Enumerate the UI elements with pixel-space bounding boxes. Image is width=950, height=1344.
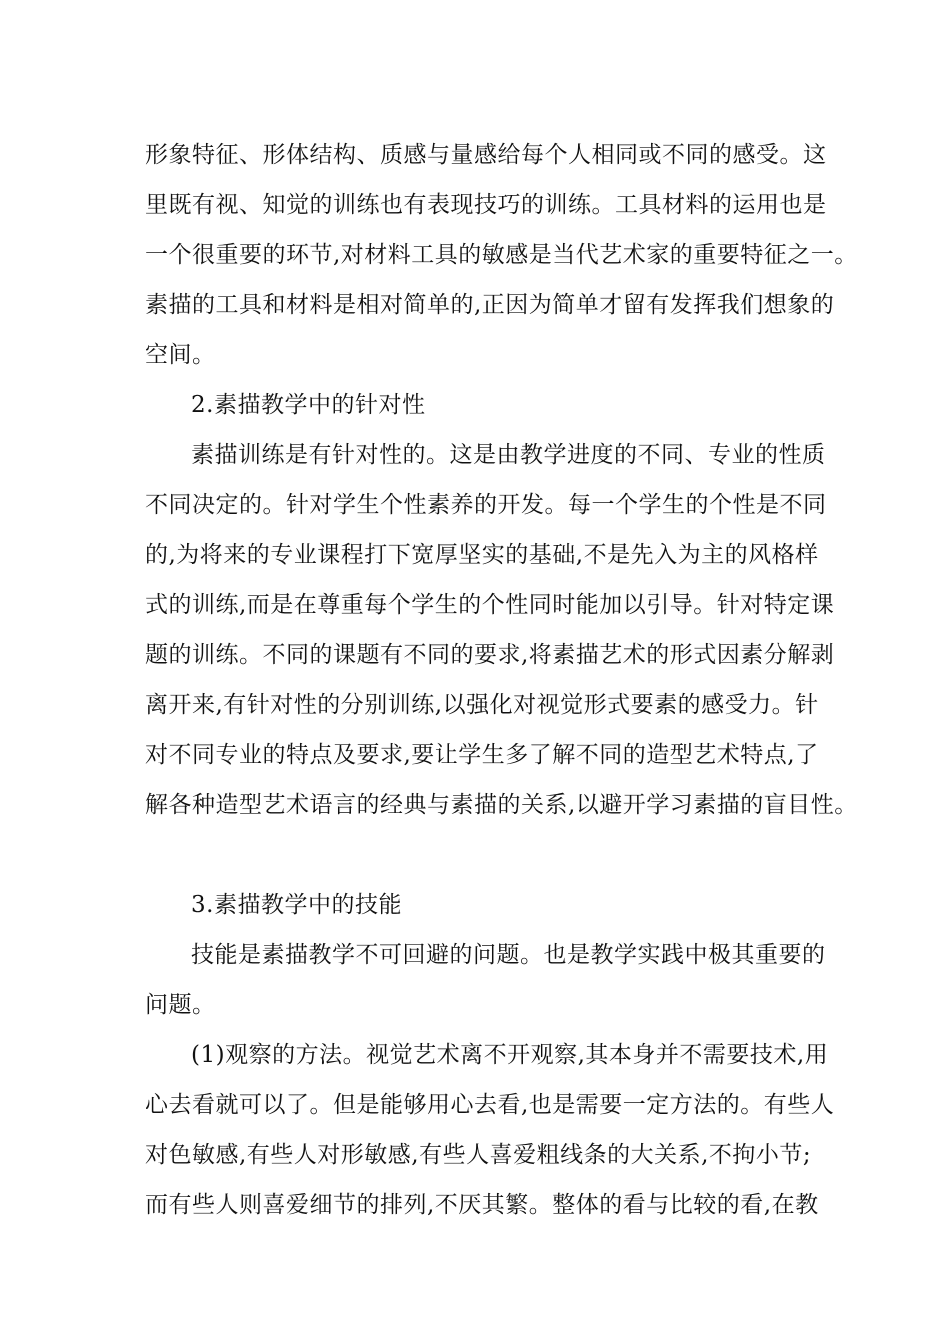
paragraph-4 [145,1030,835,1230]
text-line: 素描的工具和材料是相对简单的,正因为简单才留有发挥我们想象的 [145,292,835,318]
document-page [145,130,858,1230]
text-line: 一个很重要的环节,对材料工具的敏感是当代艺术家的重要特征之一。 [145,242,858,268]
text-line: 的,为将来的专业课程打下宽厚坚实的基础,不是先入为主的风格样 [145,542,819,568]
text-line: 对不同专业的特点及要求,要让学生多了解不同的造型艺术特点,了 [145,742,819,768]
text-line: 空间。 [145,342,216,368]
text-line: 技能是素描教学不可回避的问题。也是教学实践中极其重要的 [191,942,826,968]
paragraph-1 [145,130,858,380]
section-heading-2: 2.素描教学中的针对性 [191,392,426,418]
text-line: 题的训练。不同的课题有不同的要求,将素描艺术的形式因素分解剥 [145,642,835,668]
text-line: 里既有视、知觉的训练也有表现技巧的训练。工具材料的运用也是 [145,192,827,218]
paragraph-3 [145,930,825,1030]
text-line: (1)观察的方法。视觉艺术离不开观察,其本身并不需要技术,用 [191,1042,829,1068]
section-heading-3: 3.素描教学中的技能 [191,892,402,918]
text-line: 离开来,有针对性的分别训练,以强化对视觉形式要素的感受力。针 [145,692,819,718]
text-line: 形象特征、形体结构、质感与量感给每个人相同或不同的感受。这 [145,142,827,168]
paragraph-2 [145,430,858,830]
text-line: 问题。 [145,992,216,1018]
text-line: 而有些人则喜爱细节的排列,不厌其繁。整体的看与比较的看,在教 [145,1192,819,1218]
text-line: 式的训练,而是在尊重每个学生的个性同时能加以引导。针对特定课 [145,592,835,618]
text-line: 不同决定的。针对学生个性素养的开发。每一个学生的个性是不同 [145,492,827,518]
text-line: 素描训练是有针对性的。这是由教学进度的不同、专业的性质 [191,442,826,468]
text-line: 对色敏感,有些人对形敏感,有些人喜爱粗线条的大关系,不拘小节; [145,1142,812,1168]
text-line: 心去看就可以了。但是能够用心去看,也是需要一定方法的。有些人 [145,1092,835,1118]
blank-line [145,830,825,880]
text-line: 解各种造型艺术语言的经典与素描的关系,以避开学习素描的盲目性。 [145,792,858,818]
